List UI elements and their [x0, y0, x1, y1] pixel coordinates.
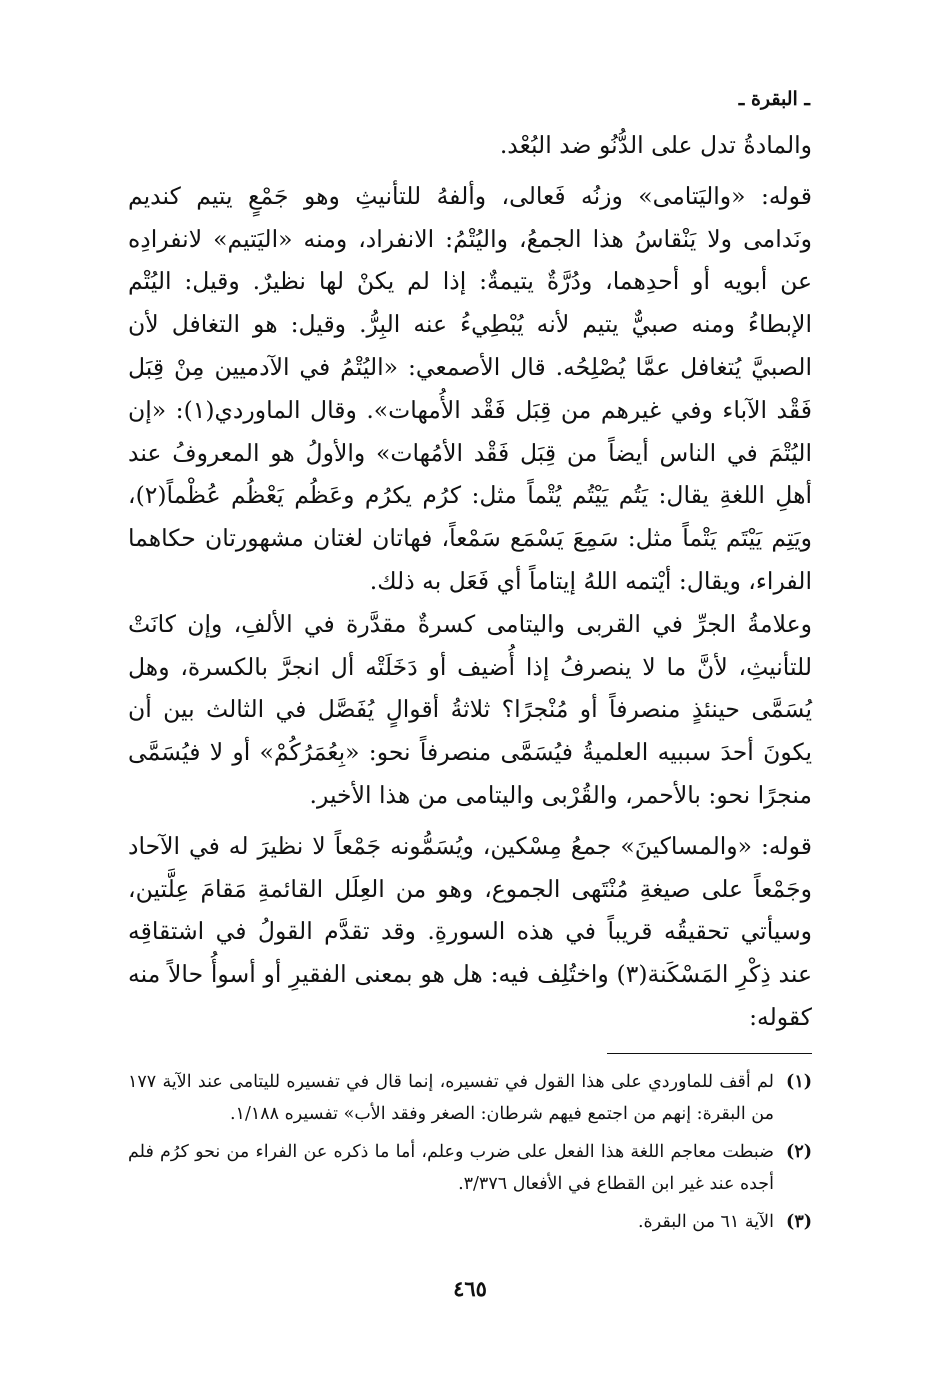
footnote-number: (٣) — [786, 1212, 812, 1232]
paragraph: قوله: «والمساكينَ» جمعُ مِسْكين، ويُسَمُّونه جَمْعاً لا نظيرَ له في الآحاد وجَمْعاً على صيغةِ مُنْتَهى الجموع، وهو من العِلَل القائمةِ مَقامَ عِلَّتين، وسيأتي تحقيقُه قريباً في هذه السورةِ. وقد تقدَّم القولُ في اشتقاقِه عند ذِكْرِ المَسْكَنة(٣) واختُلِف فيه: هل هو بمعنى الفقيرِ أو أسوأُ حالاً منه كقوله: — [128, 831, 812, 1031]
paragraph: وعلامةُ الجرِّ في القربى واليتامى كسرةٌ مقدَّرة في الألفِ، وإن كانَتْ للتأنيثِ، لأنَّ ما لا ينصرفُ إذا أُضيف أو دَخَلَتْه أل انجرَّ بالكسرة، وهل يُسَمَّى حينئذٍ منصرفاً أو مُنْجرًا؟ ثلاثةُ أقوالٍ يُفَصَّل في الثالث بين أن يكونَ أحدَ سببيه العلميةُ فيُسَمَّى منصرفاً نحو: «بِعُمَرُكُمْ» أو لا فيُسَمَّى منجرًا نحو: بالأحمر، والقُرْبى واليتامى من هذا الأخير. — [128, 609, 812, 809]
paragraph: قوله: «واليَتامى» وزنُه فَعالى، وألفهُ للتأنيثِ وهو جَمْعٍ يتيم كنديم ونَدامى ولا يَنْقاسُ هذا الجمعُ، واليُتْمُ: الانفراد، ومنه «اليَتيم» لانفرادِه عن أبويه أو أحدِهما، ودُرَّةٌ يتيمةٌ: إذا لم يكنْ لها نظيرٌ. وقيل: اليُتْم الإبطاءُ ومنه صبيٌّ يتيم لأنه يُبْطِيءُ عنه البِرُّ. وقيل: هو التغافل لأن الصبيَّ يُتغافل عمَّا يُصْلِحُه. قال الأصمعي: «اليُتْمُ في الآدميين مِنْ قِبَل فَقْد الآباء وفي غيرهم من قِبَل فَقْد الأُمهات». وقال الماوردي(١): «إن اليُتْمَ في الناس أيضاً من قِبَل فَقْد الأمُهات» والأولُ هو المعروفُ عند أهلِ اللغةِ يقال: يَتُم يَيْتُم يُتْماً مثل: كرُم يكرُم وعَظُم يَعْظُم عُظْماً(٢)، ويَتِم يَيْتَم يَتْماً مثل: سَمِعَ يَسْمَع سَمْعاً، فهاتان لغتان مشهورتان حكاهما الفراء، ويقال: أيْتمه اللهُ إيتاماً أي فَعَل به ذلك. — [128, 181, 812, 595]
footnote — [128, 1206, 812, 1238]
footnote-text: الآية ٦١ من البقرة. — [637, 1212, 774, 1232]
footnote-text: لم أقف للماوردي على هذا القول في تفسيره، إنما قال في تفسيره لليتامى عند الآية ١٧٧ من البقرة: إنهم من اجتمع فيهم شرطان: الصغر وفقد الأب» تفسيره ١/١٨٨. — [128, 1072, 774, 1124]
footnote-text: ضبطت معاجم اللغة هذا الفعل على ضرب وعلم، أما ما ذكره عن الفراء من نحو كرُم فلم أجده عند غير ابن القطاع في الأفعال ٣/٣٧٦. — [128, 1142, 774, 1194]
footnote-number: (١) — [786, 1072, 812, 1092]
footnotes — [128, 1066, 812, 1244]
footnote — [128, 1066, 812, 1130]
main-text — [128, 124, 812, 1039]
footnote-number: (٢) — [786, 1142, 812, 1162]
running-header: ـ البقرة ـ — [738, 88, 810, 110]
footnote — [128, 1136, 812, 1200]
footnote-separator — [607, 1053, 812, 1054]
page-number: ٤٦٥ — [453, 1276, 487, 1301]
paragraph: والمادةُ تدل على الدُّنُو ضد البُعْد. — [499, 131, 812, 159]
